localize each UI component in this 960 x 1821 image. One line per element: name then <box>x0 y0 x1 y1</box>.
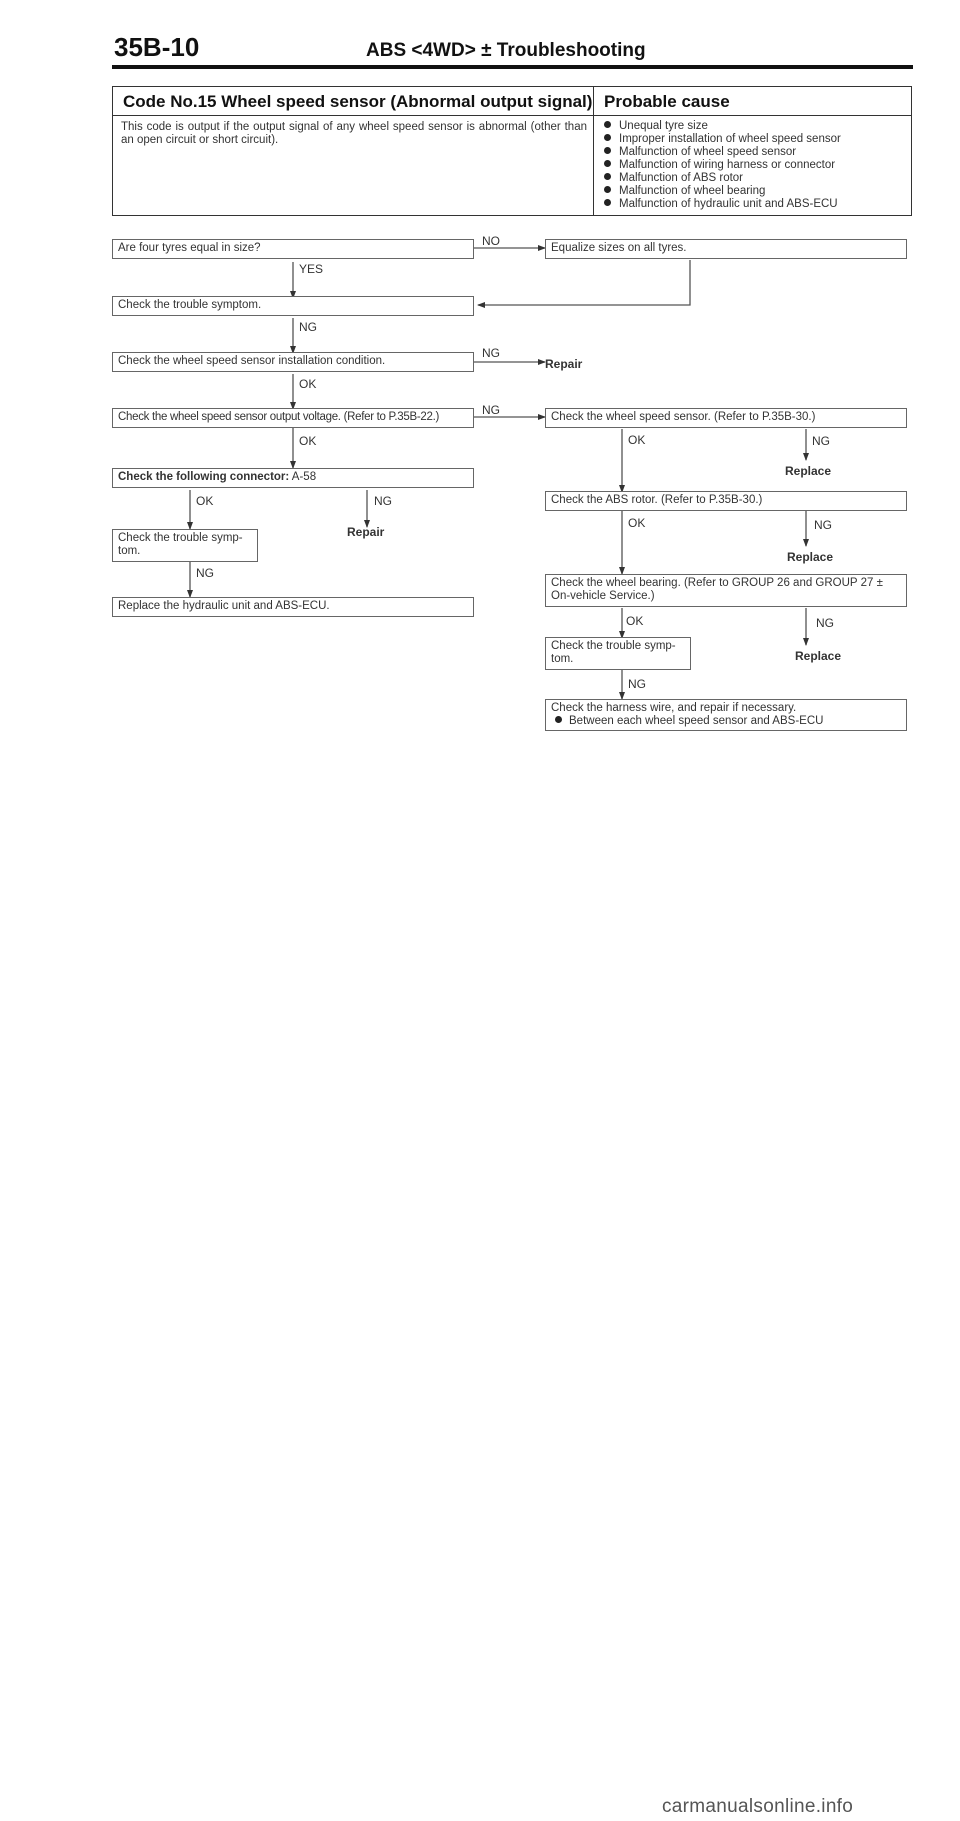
cause-item: Improper installation of wheel speed sensor <box>604 133 907 146</box>
action-repair: Repair <box>347 525 385 539</box>
label-ng: NG <box>816 616 834 630</box>
check-rotor-box: Check the ABS rotor. (Refer to P.35B-30.) <box>545 491 907 511</box>
label-ng: NG <box>628 677 646 691</box>
harness-check-text: Check the harness wire, and repair if necessary. <box>551 702 797 714</box>
label-no: NO <box>482 234 500 248</box>
check-bearing-box: Check the wheel bearing. (Refer to GROUP 26 and GROUP 27 ± On-vehicle Service.) <box>545 574 907 607</box>
watermark: carmanualsonline.info <box>662 1796 854 1817</box>
label-ng: NG <box>374 494 392 508</box>
action-replace: Replace <box>785 464 832 478</box>
action-replace: Replace <box>787 550 834 564</box>
label-ng: NG <box>482 346 500 360</box>
connector-label: Check the following connector: <box>118 471 290 483</box>
connector-id: A-58 <box>291 471 317 483</box>
sensor-install-box: Check the wheel speed sensor installation condition. <box>112 352 474 372</box>
label-yes: YES <box>299 262 324 276</box>
harness-check-box <box>545 699 907 731</box>
trouble-symp-left-box: Check the trouble symp-tom. <box>112 529 258 562</box>
trouble-symptom-box: Check the trouble symptom. <box>112 296 474 316</box>
label-ok: OK <box>628 516 646 530</box>
code-description: This code is output if the output signal of any wheel speed sensor is abnormal (other than an open circuit or short circuit). <box>121 121 587 146</box>
arrow-return <box>478 260 690 305</box>
bullet-icon <box>555 716 562 723</box>
label-ng: NG <box>812 434 830 448</box>
label-ok: OK <box>196 494 214 508</box>
action-replace: Replace <box>795 649 842 663</box>
tyres-equal-box: Are four tyres equal in size? <box>112 239 474 259</box>
cause-item: Malfunction of ABS rotor <box>604 172 907 185</box>
label-ok: OK <box>299 377 317 391</box>
equalize-box: Equalize sizes on all tyres. <box>545 239 907 259</box>
cause-item: Malfunction of wiring harness or connector <box>604 159 907 172</box>
harness-bullet-item: Between each wheel speed sensor and ABS-ECU <box>551 715 901 728</box>
label-ng: NG <box>299 320 317 334</box>
sensor-voltage-box: Check the wheel speed sensor output voltage. (Refer to P.35B-22.) <box>112 408 474 428</box>
replace-hydraulic-box: Replace the hydraulic unit and ABS-ECU. <box>112 597 474 617</box>
cause-item: Malfunction of wheel bearing <box>604 185 907 198</box>
code-heading: Code No.15 Wheel speed sensor (Abnormal output signal) <box>113 87 593 116</box>
label-ok: OK <box>628 433 646 447</box>
page-title: ABS <4WD> ± Troubleshooting <box>366 40 646 61</box>
label-ng: NG <box>814 518 832 532</box>
label-ok: OK <box>299 434 317 448</box>
trouble-symp-right-box: Check the trouble symp-tom. <box>545 637 691 670</box>
check-sensor-box: Check the wheel speed sensor. (Refer to P.35B-30.) <box>545 408 907 428</box>
page-number: 35B-10 <box>114 32 200 62</box>
label-ng: NG <box>482 403 500 417</box>
action-repair: Repair <box>545 357 583 371</box>
label-ok: OK <box>626 614 644 628</box>
label-ng: NG <box>196 566 214 580</box>
probable-cause-heading: Probable cause <box>593 87 911 116</box>
cause-item: Malfunction of wheel speed sensor <box>604 146 907 159</box>
cause-item: Unequal tyre size <box>604 120 907 133</box>
connector-box <box>112 468 474 488</box>
cause-item: Malfunction of hydraulic unit and ABS-ECU <box>604 198 907 211</box>
